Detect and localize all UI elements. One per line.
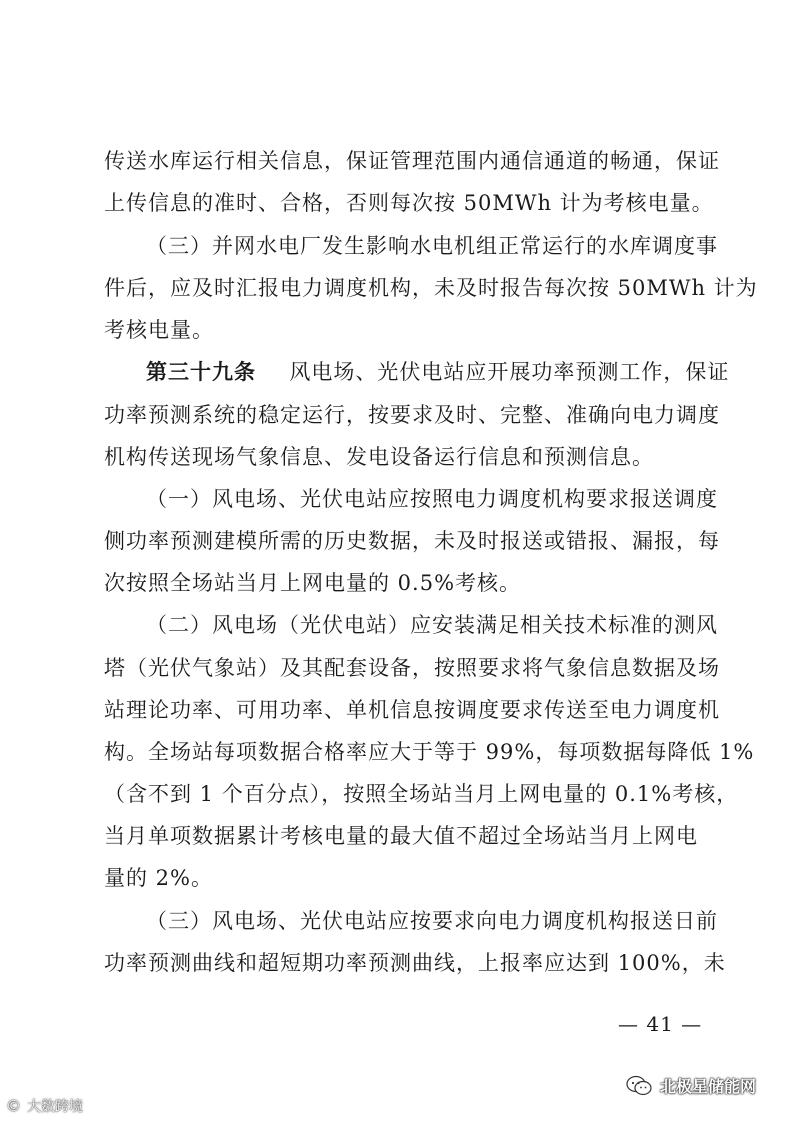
body-line: （一）风电场、光伏电站应按照电力调度机构要求报送调度 bbox=[146, 487, 718, 511]
copyright-icon: © bbox=[6, 1097, 21, 1115]
body-line: 当月单项数据累计考核电量的最大值不超过全场站当月上网电 bbox=[104, 824, 698, 848]
watermark-right-text: 北极星储能网 bbox=[660, 1077, 757, 1096]
watermark-left-text: 大数跨境 bbox=[27, 1099, 83, 1115]
body-line: 上传信息的准时、合格，否则每次按 50MWh 计为考核电量。 bbox=[104, 191, 714, 215]
body-line: 构。全场站每项数据合格率应大于等于 99%，每项数据每降低 1% bbox=[104, 740, 755, 764]
body-line: 机构传送现场气象信息、发电设备运行信息和预测信息。 bbox=[104, 445, 654, 469]
body-line: 侧功率预测建模所需的历史数据，未及时报送或错报、漏报，每 bbox=[104, 529, 720, 553]
body-line: 量的 2%。 bbox=[104, 866, 213, 890]
body-line: （三）并网水电厂发生影响水电机组正常运行的水库调度事 bbox=[146, 234, 718, 258]
body-line: 考核电量。 bbox=[104, 318, 214, 342]
watermark-right bbox=[626, 1074, 756, 1097]
body-line: 功率预测曲线和超短期功率预测曲线，上报率应达到 100%，未 bbox=[104, 951, 726, 975]
body-line: 传送水库运行相关信息，保证管理范围内通信通道的畅通，保证 bbox=[104, 149, 720, 173]
article-heading: 第三十九条 bbox=[146, 359, 256, 384]
wechat-icon bbox=[626, 1075, 652, 1097]
body-line: 次按照全场站当月上网电量的 0.5%考核。 bbox=[104, 571, 522, 595]
body-line: （三）风电场、光伏电站应按要求向电力调度机构报送日前 bbox=[146, 909, 718, 933]
article-text: 风电场、光伏电站应开展功率预测工作，保证 bbox=[289, 360, 730, 384]
page-number: — 41 — bbox=[618, 1012, 703, 1036]
body-line: 塔（光伏气象站）及其配套设备，按照要求将气象信息数据及场 bbox=[104, 656, 720, 680]
body-line: （含不到 1 个百分点），按照全场站当月上网电量的 0.1%考核， bbox=[104, 782, 739, 806]
watermark-left bbox=[6, 1096, 83, 1116]
body-line: 件后，应及时汇报电力调度机构，未及时报告每次按 50MWh 计为 bbox=[104, 276, 758, 300]
body-line: 功率预测系统的稳定运行，按要求及时、完整、准确向电力调度 bbox=[104, 403, 720, 427]
article-39-first-line bbox=[146, 357, 730, 387]
body-line: （二）风电场（光伏电站）应安装满足相关技术标准的测风 bbox=[146, 613, 718, 637]
body-line: 站理论功率、可用功率、单机信息按调度要求传送至电力调度机 bbox=[104, 698, 720, 722]
